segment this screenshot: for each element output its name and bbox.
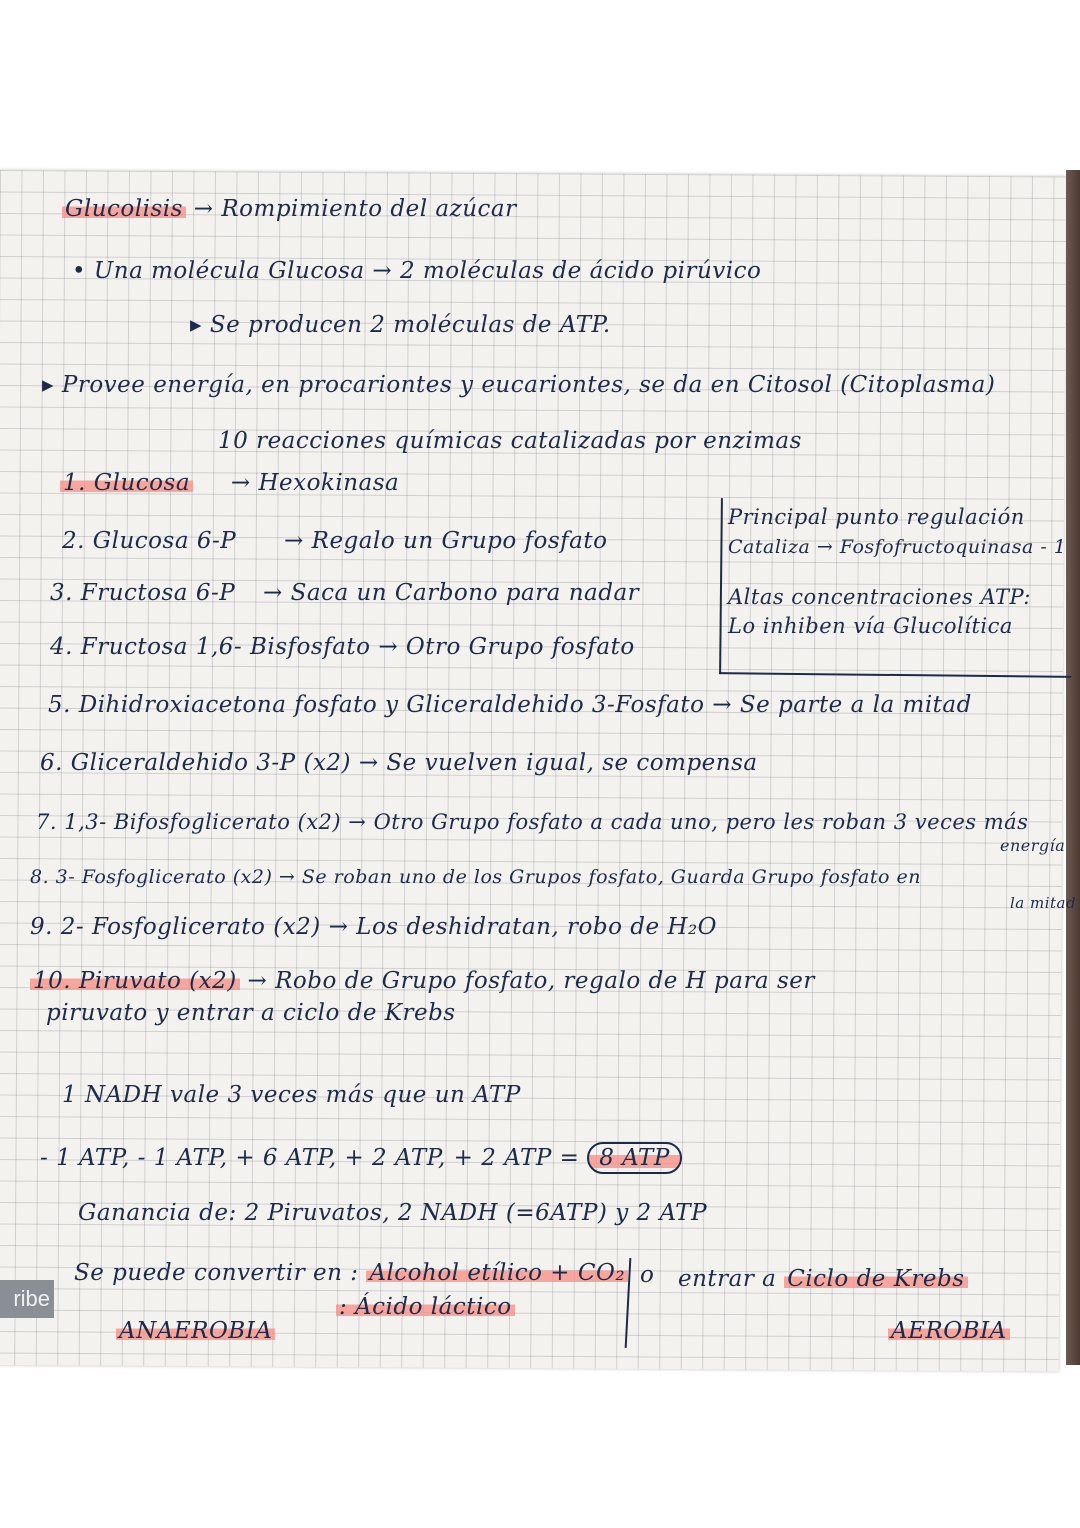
or-word: o [640,1262,655,1288]
step-label: 4. Fructosa 1,6- Bisfosfato [50,634,371,660]
step-8 [30,866,921,888]
step-desc: → Otro Grupo fosfato a cada uno, pero les roban 3 veces más [348,810,1029,834]
step-10 [30,968,815,994]
step-desc: → Robo de Grupo fosfato, regalo de H para ser [247,968,815,994]
title-line [62,196,517,222]
krebs-prefix: entrar a [678,1266,777,1292]
convert-prefix: Se puede convertir en : [74,1260,359,1286]
step-9 [30,914,717,940]
calc-result: 8 ATP [587,1142,682,1174]
anaerobia-label: ANAEROBIA [116,1318,275,1344]
calc-expression: - 1 ATP, - 1 ATP, + 6 ATP, + 2 ATP, + 2 ATP = [40,1145,580,1171]
step-label: 5. Dihidroxiacetona fosfato y Gliceraldehido 3-Fosfato [48,692,705,718]
step-2 [62,528,608,554]
nadh-note: 1 NADH vale 3 veces más que un ATP [62,1082,521,1108]
step-1 [60,470,399,496]
step-label: 8. 3- Fosfoglicerato (x2) [30,866,273,888]
box-line-3: Altas concentraciones ATP: [728,585,1031,609]
step-desc: → Se vuelven igual, se compensa [358,750,758,776]
convert-option-2: : Ácido láctico [336,1294,515,1320]
step-desc: → Se parte a la mitad [712,692,972,718]
box-line-1: Principal punto regulación [728,505,1025,529]
step-desc: → Otro Grupo fosfato [378,634,635,660]
step-label: 9. 2- Fosfoglicerato (x2) [30,914,321,940]
step-8-cont: la mitad [1010,894,1077,912]
box-line-2: Cataliza → Fosfofructoquinasa - 1 [728,536,1067,558]
title-desc: → Rompimiento del azúcar [193,196,517,222]
step-desc: → Los deshidratan, robo de H₂O [328,914,718,940]
step-7-cont: energía [1000,836,1066,855]
step-desc: → Saca un Carbono para nadar [263,580,640,606]
line-energy: ▸ Provee energía, en procariontes y eucariontes, se da en Citosol (Citoplasma) [42,372,996,398]
convert-line [74,1260,628,1286]
step-3 [50,580,639,606]
krebs-line [678,1266,968,1292]
step-label: 2. Glucosa 6-P [62,528,237,554]
step-4 [50,634,635,660]
convert-option-1: Alcohol etílico + CO₂ [366,1260,628,1286]
line-atp-produced: ▸ Se producen 2 moléculas de ATP. [190,312,611,338]
step-5 [48,692,972,718]
step-label: 6. Gliceraldehido 3-P (x2) [40,750,352,776]
step-6 [40,750,758,776]
title: Glucolisis [62,196,186,222]
step-7 [36,810,1028,834]
line-molecule: • Una molécula Glucosa → 2 moléculas de ácido pirúvico [72,258,762,284]
step-label: 10. Piruvato (x2) [30,968,240,994]
krebs-cycle: Ciclo de Krebs [784,1266,967,1292]
line-reactions: 10 reacciones químicas catalizadas por enzimas [218,428,802,454]
step-desc: → Regalo un Grupo fosfato [284,528,608,554]
step-desc: → Hexokinasa [230,470,400,496]
aerobia-label: AEROBIA [888,1318,1010,1344]
step-label: 7. 1,3- Bifosfoglicerato (x2) [36,810,342,834]
watermark-badge: ribe [0,1280,54,1318]
ganancia-line: Ganancia de: 2 Piruvatos, 2 NADH (=6ATP) y 2 ATP [78,1200,708,1226]
step-desc: → Se roban uno de los Grupos fosfato, Guarda Grupo fosfato en [278,866,921,888]
step-label: 1. Glucosa [60,470,193,496]
box-line-4: Lo inhiben vía Glucolítica [728,614,1013,638]
step-label: 3. Fructosa 6-P [50,580,236,606]
atp-calc [40,1142,682,1174]
step-10-cont: piruvato y entrar a ciclo de Krebs [46,1000,456,1026]
page-edge [1066,170,1080,1365]
